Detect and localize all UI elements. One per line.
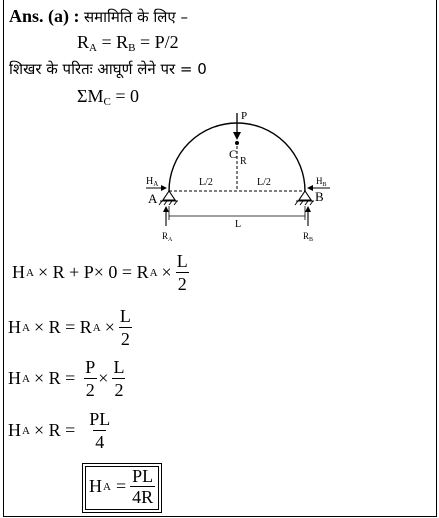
eq1-numerator: L: [176, 251, 188, 271]
eq2-times: ×: [104, 317, 115, 337]
eq4-middle: × R =: [33, 420, 76, 440]
eq2-numerator: L: [119, 306, 131, 326]
eq4-lhs: H: [8, 420, 21, 440]
right-thrust-arrowhead: [307, 185, 313, 191]
load-arrowhead: [233, 132, 241, 140]
eq3-denominator-2: 2: [114, 380, 124, 400]
eq2-fraction: [118, 305, 133, 350]
result-numerator: PL: [132, 466, 154, 486]
equation-1: H A × R + P× 0 = R A × $\frac{L}{2}$: [12, 251, 188, 294]
eq3-fraction-2: [111, 356, 126, 401]
result-denominator: 4R: [132, 487, 154, 507]
symmetry-text: समामिति के लिए –: [84, 8, 188, 26]
eq1-middle: × R + P× 0 = R: [37, 262, 149, 282]
result-equals: =: [115, 476, 127, 496]
result-lhs: H: [89, 476, 102, 496]
crown-point: [235, 141, 239, 145]
eq1-lhs: H: [12, 262, 25, 282]
right-reaction-label: $R_B$: [303, 231, 314, 243]
radius-label: R: [240, 156, 247, 167]
result-box-inner: [85, 466, 159, 510]
load-label: P: [241, 110, 248, 122]
left-hatch-1: [159, 201, 162, 205]
right-support-label: B: [315, 189, 324, 204]
result-equation: H A = $\frac{PL}{4R}$: [89, 466, 154, 507]
left-hatch-2: [164, 201, 167, 205]
eq3-denominator-1: 2: [85, 380, 95, 400]
left-thrust-label: $H_A$: [146, 176, 159, 188]
crown-label: C: [229, 147, 238, 161]
eq3-fraction-1: [83, 356, 97, 401]
right-thrust-label: $H_B$: [316, 176, 327, 188]
span-label: L: [235, 219, 242, 230]
eq3-lhs: H: [8, 368, 21, 388]
right-hatch-4: [310, 201, 313, 205]
left-hatch-4: [174, 201, 177, 205]
left-support-label: A: [148, 191, 158, 206]
result-box: [82, 463, 162, 513]
left-reaction-label: $R_A$: [162, 231, 173, 243]
eq1-times: ×: [161, 262, 172, 282]
right-support-icon: [299, 191, 311, 200]
right-reaction-arrowhead: [305, 206, 311, 212]
left-thrust-arrowhead: [161, 185, 167, 191]
answer-header: [9, 6, 188, 27]
equation-4: H A × R = $\frac{PL}{4}$: [8, 409, 111, 452]
equation-3: H A × R = $\frac{P}{2}$ × $\frac{L}{2}$: [8, 357, 125, 400]
eq3-numerator-2: L: [113, 357, 125, 377]
answer-label: Ans. (a): [9, 6, 70, 26]
equation-2: H A × R = R A × $\frac{L}{2}$: [8, 306, 131, 349]
right-half-label: L/2: [257, 177, 271, 188]
eq4-fraction: [87, 408, 112, 453]
eq4-numerator: PL: [89, 409, 111, 429]
moment-text: शिखर के परितः आघूर्ण लेने पर = 0: [9, 60, 207, 78]
eq2-middle: × R = R: [33, 317, 92, 337]
left-half-label: L/2: [199, 177, 213, 188]
eq3-times: ×: [98, 368, 109, 388]
right-hatch-3: [305, 201, 308, 205]
eq4-denominator: 4: [95, 432, 105, 452]
eq2-denominator: 2: [120, 329, 130, 349]
eq1-fraction: [175, 250, 190, 295]
left-support-icon: [163, 191, 175, 200]
result-fraction: [130, 466, 155, 507]
eq1-denominator: 2: [177, 274, 187, 294]
eq2-lhs: H: [8, 317, 21, 337]
answer-colon: :: [73, 6, 80, 26]
sum-moment-equation: $\Sigma M_C = 0$: [77, 86, 139, 108]
left-reaction-arrowhead: [163, 206, 169, 212]
arch-figure: [140, 108, 340, 244]
eq3-middle: × R =: [33, 368, 76, 388]
eq3-numerator-1: P: [85, 357, 96, 377]
right-hatch-2: [300, 201, 303, 205]
left-hatch-3: [169, 201, 172, 205]
right-hatch-1: [295, 201, 298, 205]
reactions-equation: $R_A = R_B = P/2$: [77, 32, 179, 54]
